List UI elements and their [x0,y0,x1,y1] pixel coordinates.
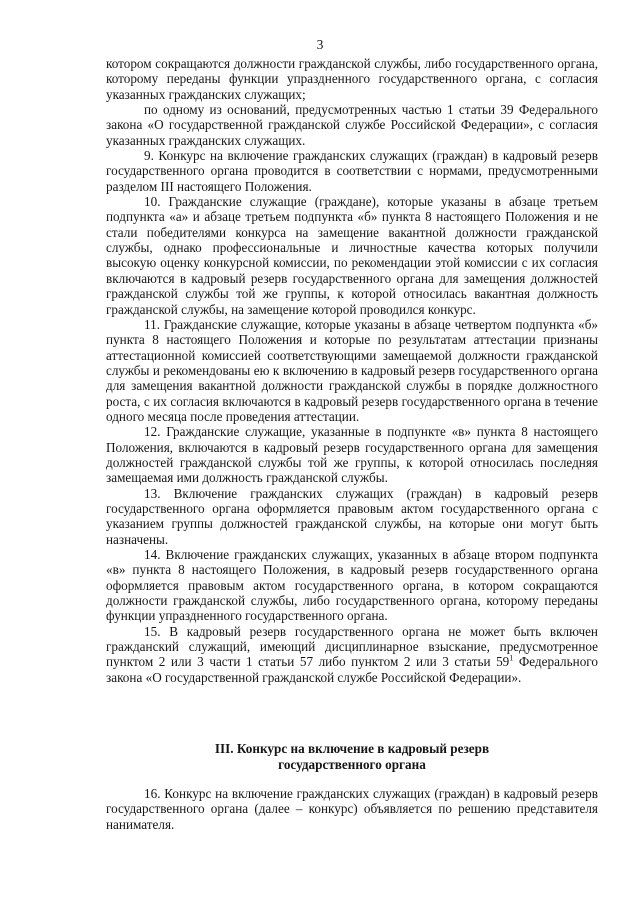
page-number: 3 [316,37,324,52]
paragraph-14: 14. Включение гражданских служащих, указанных в абзаце втором подпункта «в» пункта 8 настоящего Положения, в кадровый резерв государственного органа оформляется правовым актом государственного органа, в котором сокращаются должности гражданской службы, либо государственного органа, которому переданы функции упраздненного государственного органа. [106,547,598,624]
paragraph-11: 11. Гражданские служащие, которые указаны в абзаце четвертом подпункта «б» пункта 8 настоящего Положения и которые по результатам аттестации признаны аттестационной комиссией соответствующими замещаемой должности гражданской службы и рекомендованы ею к включению в кадровый резерв государственного органа для замещения вакантной должности гражданской службы в порядке должностного роста, с их согласия включаются в кадровый резерв государственного органа в течение одного месяца после проведения аттестации. [106,316,598,424]
body-text [106,56,598,685]
paragraph-12: 12. Гражданские служащие, указанные в подпункте «в» пункта 8 настоящего Положения, включаются в кадровый резерв государственного органа для замещения должностей гражданской службы той же группы, к которой относилась последняя замещаемая ими должность гражданской службы. [106,424,598,486]
paragraph-10: 10. Гражданские служащие (граждане), которые указаны в абзаце третьем подпункта «а» и абзаце третьем подпункта «б» пункта 8 настоящего Положения и не стали победителями конкурса на замещение вакантной должности гражданской службы, однако профессиональные и личностные качества которых получили высокую оценку конкурсной комиссии, по рекомендации этой комиссии с их согласия включаются в кадровый резерв государственного органа для замещения должностей гражданской службы той же группы, к которой относилась вакантная должность гражданской службы, на замещение которой проводился конкурс. [106,194,598,317]
footnote-superscript: 1 [509,654,514,664]
paragraph-16: 16. Конкурс на включение гражданских служащих (граждан) в кадровый резерв государственного органа (далее – конкурс) объявляется по решению представителя нанимателя. [106,786,598,832]
paragraph-15 [106,624,598,685]
section-body [106,786,598,832]
paragraph-13: 13. Включение гражданских служащих (граждан) в кадровый резерв государственного органа оформляется правовым актом государственного органа с указанием группы должностей гражданской службы, на которые они могут быть назначены. [106,485,598,547]
paragraph-continuation-2: по одному из оснований, предусмотренных частью 1 статьи 39 Федерального закона «О государственной гражданской службе Российской Федерации», с согласия указанных гражданских служащих. [106,102,598,148]
paragraph-15-text-end: Федерального закона «О государственной гражданской службе Российской Федерации». [106,654,598,685]
section-heading-line-2: государственного органа [278,756,426,772]
section-heading-line-1: III. Конкурс на включение в кадровый резерв [214,741,490,756]
paragraph-15-text: 15. В кадровый резерв государственного органа не может быть включен гражданский служащий, имеющий дисциплинарное взыскание, предусмотренное пунктом 2 или 3 части 1 статьи 57 либо пунктом 2 или 3 статьи 59 [106,623,598,670]
paragraph-9: 9. Конкурс на включение гражданских служащих (граждан) в кадровый резерв государственного органа проводится в соответствии с нормами, предусмотренными разделом III настоящего Положения. [106,148,598,194]
section-heading [106,741,598,772]
paragraph-continuation-1: котором сокращаются должности гражданской службы, либо государственного органа, которому переданы функции упраздненного государственного органа, с согласия указанных гражданских служащих; [106,56,598,102]
